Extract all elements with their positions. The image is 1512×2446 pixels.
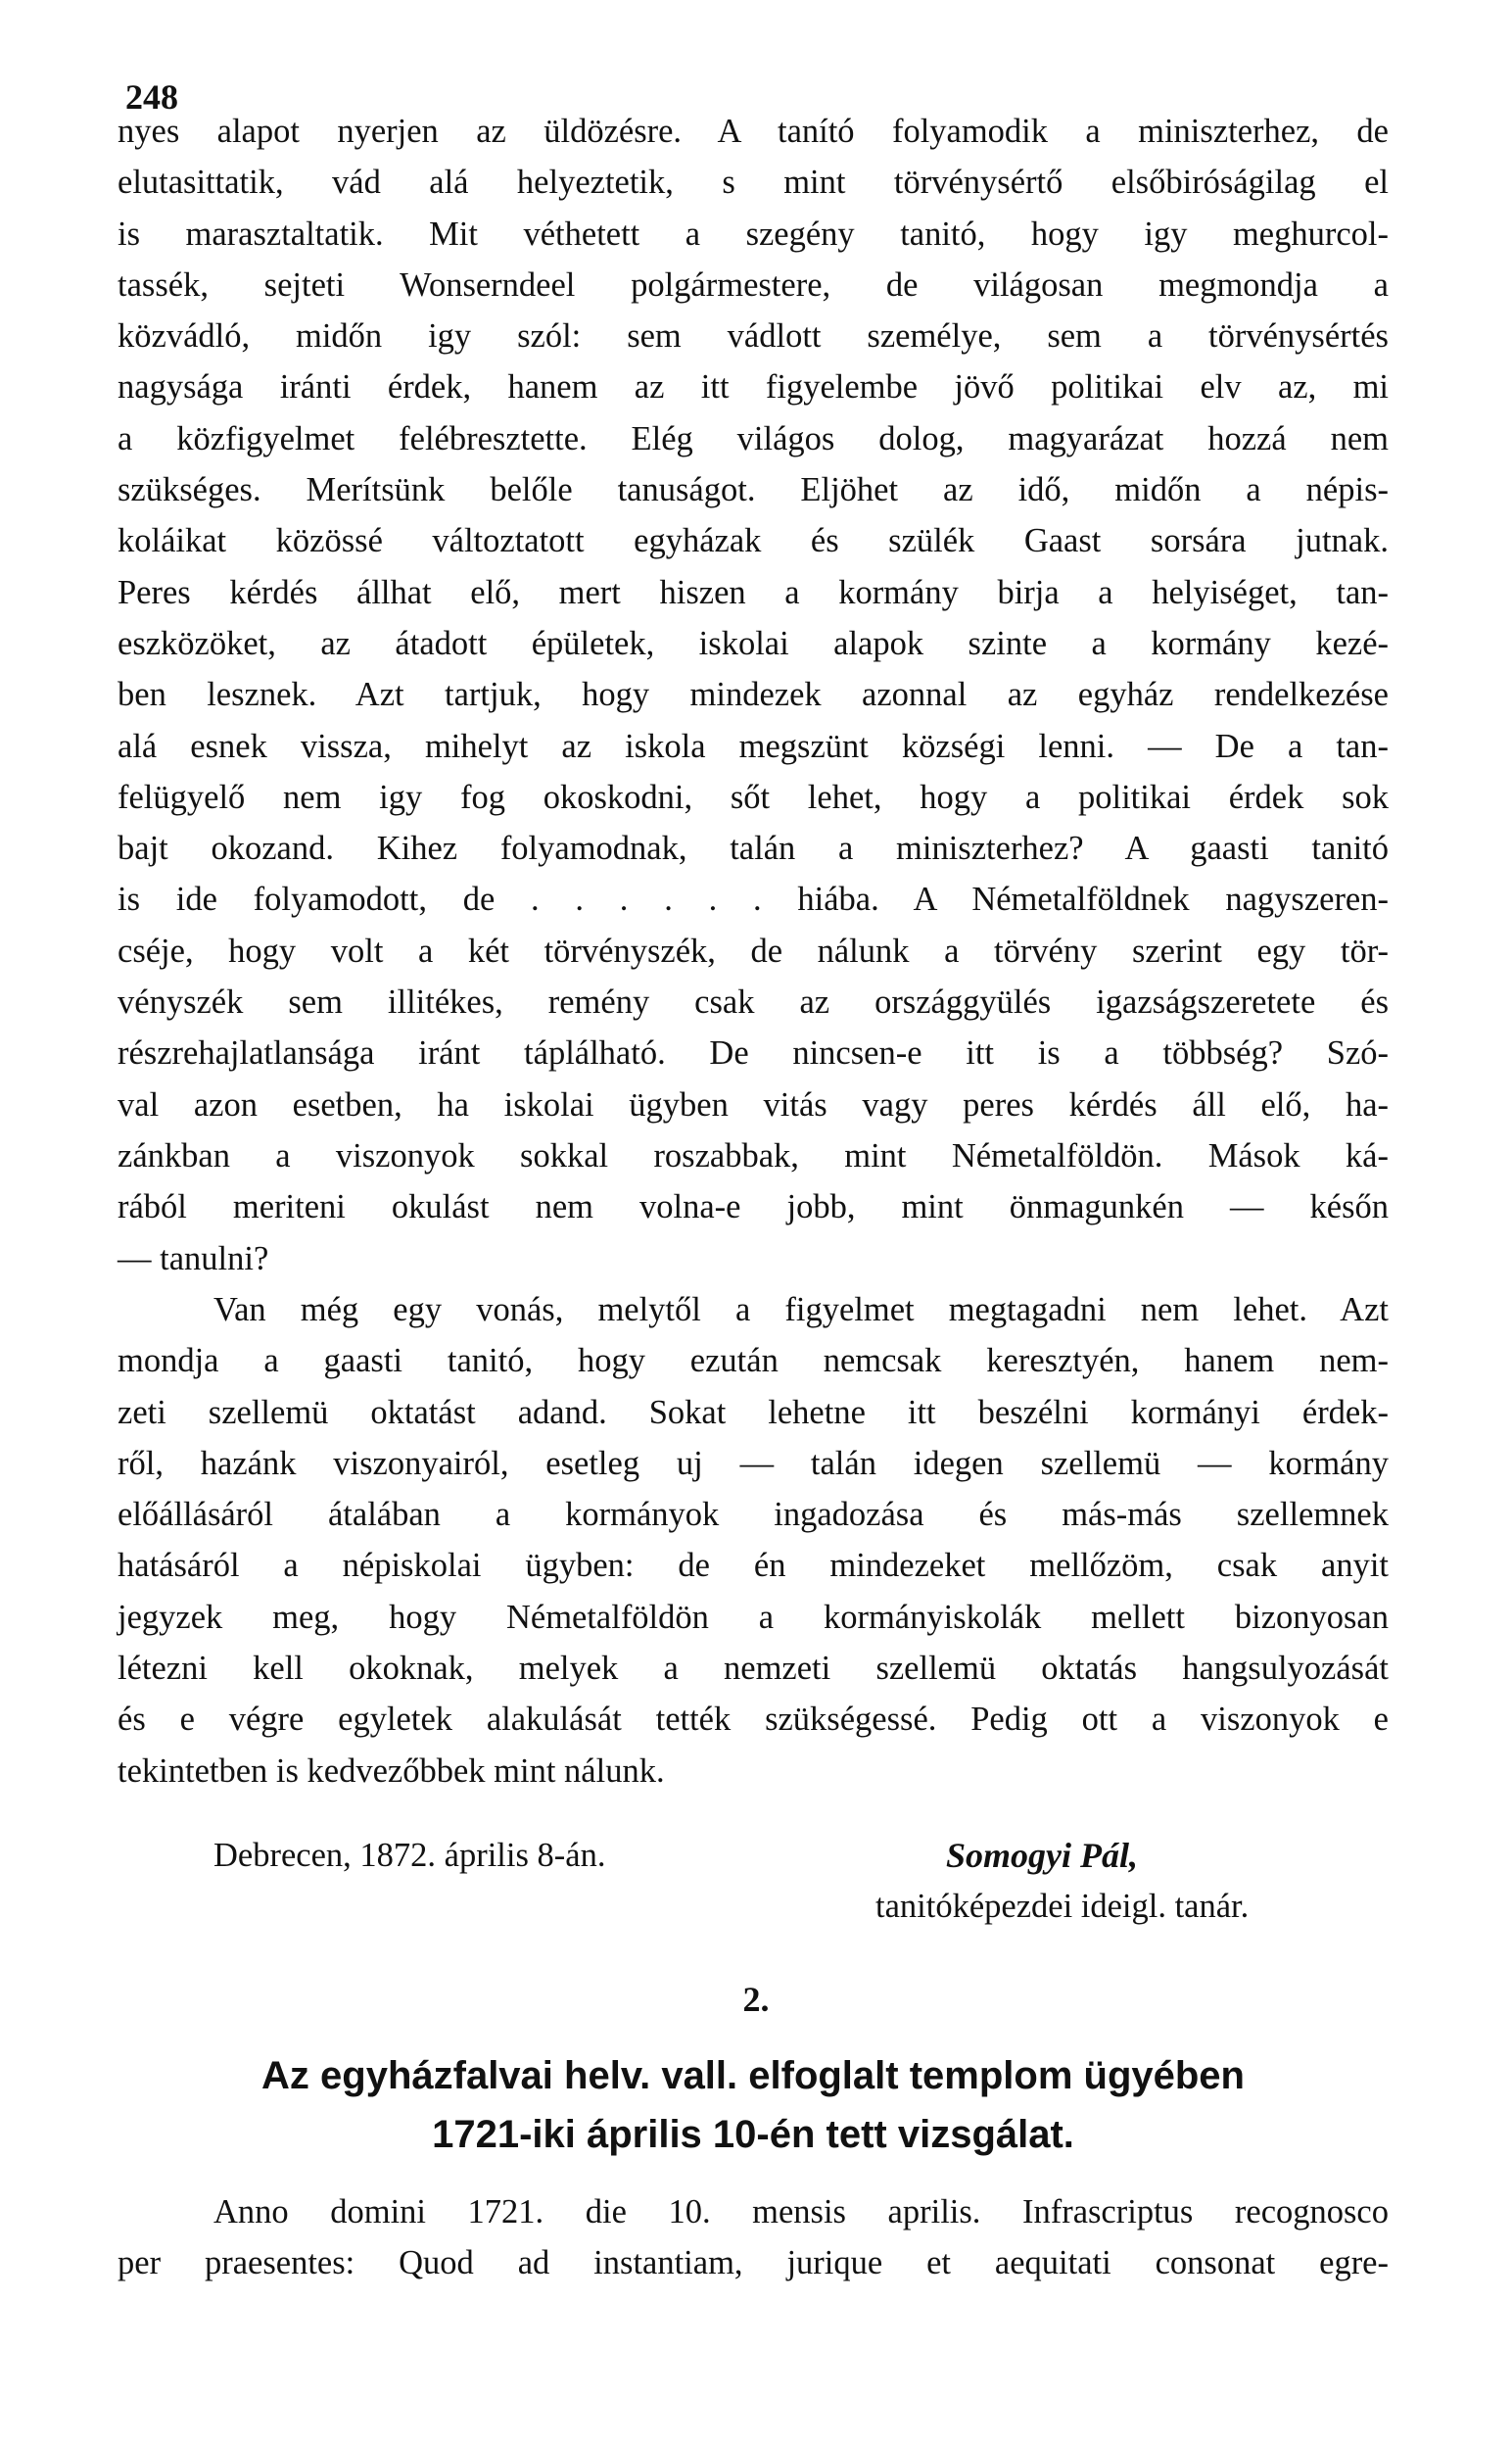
author-title: tanitóképezdei ideigl. tanár. [875, 1888, 1250, 1925]
text-line: hatásáról a népiskolai ügyben: de én mindezeket mellőzöm, csak anyit [118, 1547, 1389, 1585]
section-heading-line-2: 1721-iki április 10-én tett vizsgálat. [432, 2113, 1074, 2156]
paragraph-2 [118, 1284, 1389, 1797]
text-line: vényszék sem illitékes, remény csak az országgyülés igazságszeretete és [118, 983, 1389, 1022]
text-line: zeti szellemü oktatást adand. Sokat lehetne itt beszélni kormányi érdek- [118, 1393, 1389, 1431]
text-line: Van még egy vonás, melytől a figyelmet megtagadni nem lehet. Azt [213, 1291, 1389, 1328]
text-line: elutasittatik, vád alá helyeztetik, s mint törvénysértő elsőbiróságilag el [118, 164, 1389, 202]
text-line: és e végre egyletek alakulását tették szükségessé. Pedig ott a viszonyok e [118, 1701, 1389, 1739]
text-line: jegyzek meg, hogy Németalföldön a kormányiskolák mellett bizonyosan [118, 1598, 1389, 1636]
section-heading-line-1: Az egyházfalvai helv. vall. elfoglalt templom ügyében [261, 2054, 1245, 2097]
text-line: is ide folyamodott, de . . . . . . hiába. A Németalföldnek nagyszeren- [118, 881, 1389, 919]
text-line: közvádló, midőn igy szól: sem vádlott személye, sem a törvénysértés [118, 317, 1389, 356]
place-date: Debrecen, 1872. április 8-án. [213, 1837, 606, 1874]
text-line: bajt okozand. Kihez folyamodnak, talán a miniszterhez? A gaasti tanitó [118, 830, 1389, 868]
text-line: eszközöket, az átadott épületek, iskolai alapok szinte a kormány kezé- [118, 624, 1389, 662]
section-number: 2. [742, 1980, 770, 2019]
text-line: felügyelő nem igy fog okoskodni, sőt lehet, hogy a politikai érdek sok [118, 778, 1389, 816]
text-line: zánkban a viszonyok sokkal roszabbak, mint Németalföldön. Mások ká- [118, 1136, 1389, 1175]
text-line: tassék, sejteti Wonserndeel polgármestere, de világosan megmondja a [118, 265, 1389, 304]
text-line: nagysága iránti érdek, hanem az itt figyelembe jövő politikai elv az, mi [118, 368, 1389, 407]
text-line: val azon esetben, ha iskolai ügyben vitás vagy peres kérdés áll elő, ha- [118, 1085, 1389, 1124]
text-line: ben lesznek. Azt tartjuk, hogy mindezek azonnal az egyház rendelkezése [118, 676, 1389, 714]
text-line: a közfigyelmet felébresztette. Elég világos dolog, magyarázat hozzá nem [118, 419, 1389, 457]
text-line: nyes alapot nyerjen az üldözésre. A tanító folyamodik a miniszterhez, de [118, 113, 1389, 150]
text-line: is marasztaltatik. Mit véthetett a szegény tanitó, hogy igy meghurcol- [118, 215, 1389, 253]
text-line: Anno domini 1721. die 10. mensis aprilis. Infrascriptus recognosco [213, 2193, 1389, 2230]
text-line: cséje, hogy volt a két törvényszék, de nálunk a törvény szerint egy tör- [118, 932, 1389, 970]
text-line: koláikat közössé változtatott egyházak és szülék Gaast sorsára jutnak. [118, 522, 1389, 560]
text-line: per praesentes: Quod ad instantiam, jurique et aequitati consonat egre- [118, 2244, 1389, 2282]
text-line: rából meriteni okulást nem volna-e jobb, mint önmagunkén — későn [118, 1188, 1389, 1226]
text-line: tekintetben is kedvezőbbek mint nálunk. [118, 1751, 665, 1790]
paragraph-1 [118, 106, 1389, 1284]
text-line: — tanulni? [118, 1239, 269, 1277]
text-line: szükséges. Merítsünk belőle tanuságot. Eljöhet az idő, midőn a népis- [118, 471, 1389, 509]
text-line: alá esnek vissza, mihelyt az iskola megszünt községi lenni. — De a tan- [118, 727, 1389, 765]
text-line: Peres kérdés állhat elő, mert hiszen a kormány birja a helyiséget, tan- [118, 573, 1389, 611]
text-line: előállásáról átalában a kormányok ingadozása és más-más szellemnek [118, 1496, 1389, 1534]
section-body [118, 2186, 1389, 2289]
text-line: részrehajlatlansága iránt táplálható. De nincsen-e itt is a többség? Szó- [118, 1034, 1389, 1073]
author-name: Somogyi Pál, [946, 1836, 1138, 1875]
text-line: mondja a gaasti tanitó, hogy ezután nemcsak keresztyén, hanem nem- [118, 1342, 1389, 1380]
page-number: 248 [125, 77, 178, 117]
text-line: létezni kell okoknak, melyek a nemzeti szellemü oktatás hangsulyozását [118, 1650, 1389, 1688]
text-line: ről, hazánk viszonyairól, esetleg uj — talán idegen szellemü — kormány [118, 1444, 1389, 1482]
